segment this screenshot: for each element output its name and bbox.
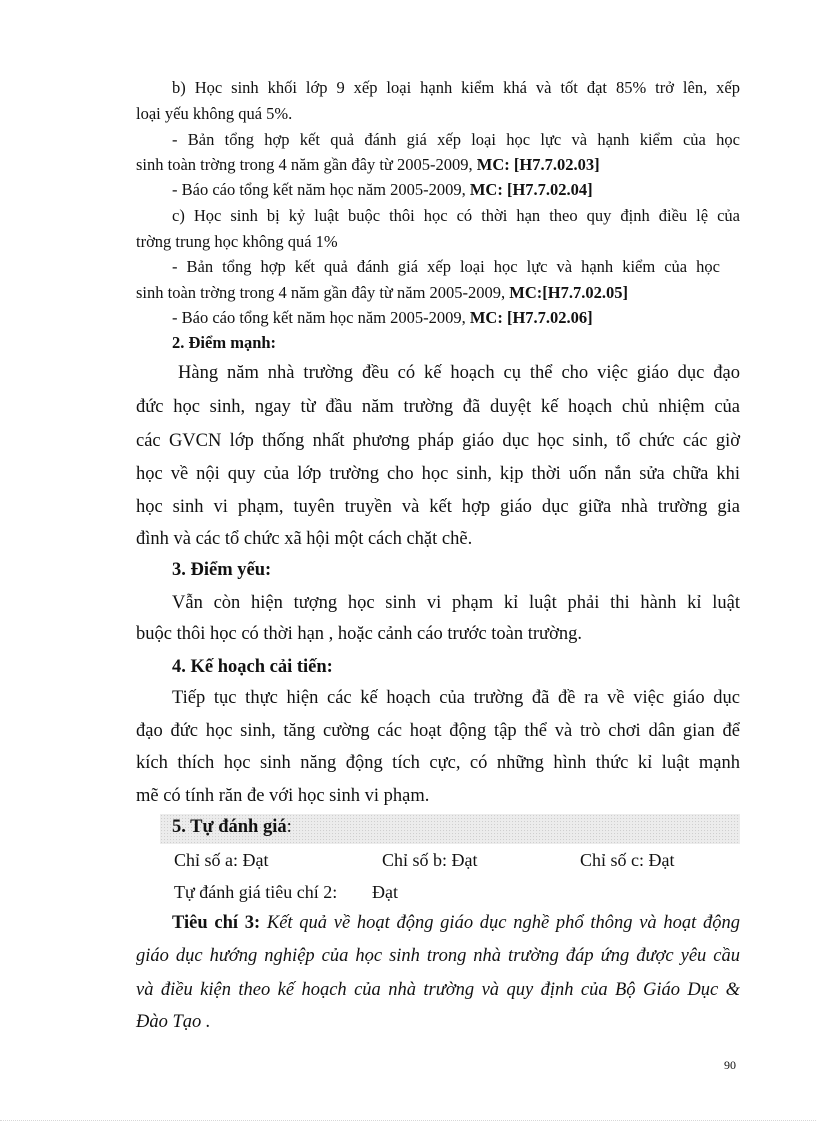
paragraph-line: trờng trung học không quá 1% — [136, 232, 338, 251]
paragraph-line — [172, 913, 740, 934]
paragraph-line: b) Học sinh khối lớp 9 xếp loại hạnh kiểm khá và tốt đạt 85% trở lên, xếp — [172, 78, 740, 97]
page-number: 90 — [724, 1058, 736, 1072]
paragraph-line: loại yếu không quá 5%. — [136, 104, 293, 123]
paragraph-line: Đào Tạo . — [136, 1012, 211, 1032]
paragraph-line — [172, 308, 740, 328]
index-b-result: Chỉ số b: Đạt — [382, 850, 478, 870]
paragraph-line: Hàng năm nhà trường đều có kế hoạch cụ thể cho việc giáo dục đạo — [178, 363, 740, 383]
criterion-label: Tự đánh giá tiêu chí 2: — [174, 882, 338, 902]
index-c-result: Chỉ số c: Đạt — [580, 850, 675, 870]
paragraph-line: kích thích học sinh năng động tích cực, có những hình thức kỉ luật mạnh — [136, 753, 740, 773]
paragraph-line: buộc thôi học có thời hạn , hoặc cảnh cáo trước toàn trường. — [136, 624, 582, 644]
index-a-result: Chỉ số a: Đạt — [174, 850, 269, 870]
paragraph-line: học sinh vi phạm, tuyên truyền và kết hợp giáo dục giữa nhà trường gia — [136, 497, 740, 517]
paragraph-line: - Bản tổng hợp kết quả đánh giá xếp loại học lực và hạnh kiểm của học — [172, 257, 720, 276]
evidence-code: MC:[H7.7.02.05] — [509, 283, 628, 302]
line-text: sinh toàn trờng trong 4 năm gần đây từ năm 2005-2009, — [136, 283, 506, 302]
evidence-code: MC: [H7.7.02.06] — [469, 308, 593, 327]
paragraph-line — [172, 180, 740, 200]
paragraph-line: Vẫn còn hiện tượng học sinh vi phạm kỉ luật phải thi hành kỉ luật — [172, 593, 740, 613]
paragraph-line: giáo dục hướng nghiệp của học sinh trong nhà trường đáp ứng được yêu cầu — [136, 946, 740, 966]
section-heading: 2. Điểm mạnh: — [172, 333, 277, 352]
line-text: - Báo cáo tổng kết năm học năm 2005-2009, — [172, 308, 466, 327]
paragraph-line — [136, 155, 740, 175]
evidence-code: MC: [H7.7.02.03] — [476, 155, 600, 174]
paragraph-line: c) Học sinh bị kỷ luật buộc thôi học có thời hạn theo quy định điều lệ của — [172, 206, 740, 225]
section-heading: 5. Tự đánh giá: — [172, 817, 292, 837]
line-text: sinh toàn trờng trong 4 năm gần đây từ 2005-2009, — [136, 155, 473, 174]
paragraph-line: và điều kiện theo kế hoạch của nhà trường và quy định của Bộ Giáo Dục & — [136, 980, 740, 1000]
paragraph-line: - Bản tổng hợp kết quả đánh giá xếp loại học lực và hạnh kiểm của học — [172, 130, 740, 149]
paragraph-line: mẽ có tính răn đe với học sinh vi phạm. — [136, 786, 430, 806]
paragraph-line: học về nội quy của lớp trường cho học sinh, kịp thời uốn nắn sửa chữa khi — [136, 464, 740, 484]
paragraph-line: đạo đức học sinh, tăng cường các hoạt động tập thể và trò chơi dân gian để — [136, 721, 740, 741]
paragraph-line — [136, 283, 740, 303]
criterion-result: Đạt — [372, 882, 398, 902]
paragraph-line: Tiếp tục thực hiện các kế hoạch của trường đã đề ra về việc giáo dục — [172, 688, 740, 708]
section-heading: 3. Điểm yếu: — [172, 560, 272, 580]
page-edge-divider — [0, 1120, 816, 1121]
line-text: - Báo cáo tổng kết năm học năm 2005-2009, — [172, 180, 466, 199]
line-text: Kết quả về hoạt động giáo dục nghề phổ thông và hoạt động — [260, 913, 740, 933]
paragraph-line: đình và các tổ chức xã hội một cách chặt chẽ. — [136, 529, 473, 549]
paragraph-line: đức học sinh, ngay từ đầu năm trường đã duyệt kế hoạch chủ nhiệm của — [136, 397, 740, 417]
evidence-code: MC: [H7.7.02.04] — [469, 180, 593, 199]
criterion-3-label: Tiêu chí 3: — [172, 913, 261, 933]
paragraph-line: các GVCN lớp thống nhất phương pháp giáo dục học sinh, tổ chức các giờ — [136, 431, 740, 451]
section-heading: 4. Kế hoạch cải tiến: — [172, 657, 333, 677]
